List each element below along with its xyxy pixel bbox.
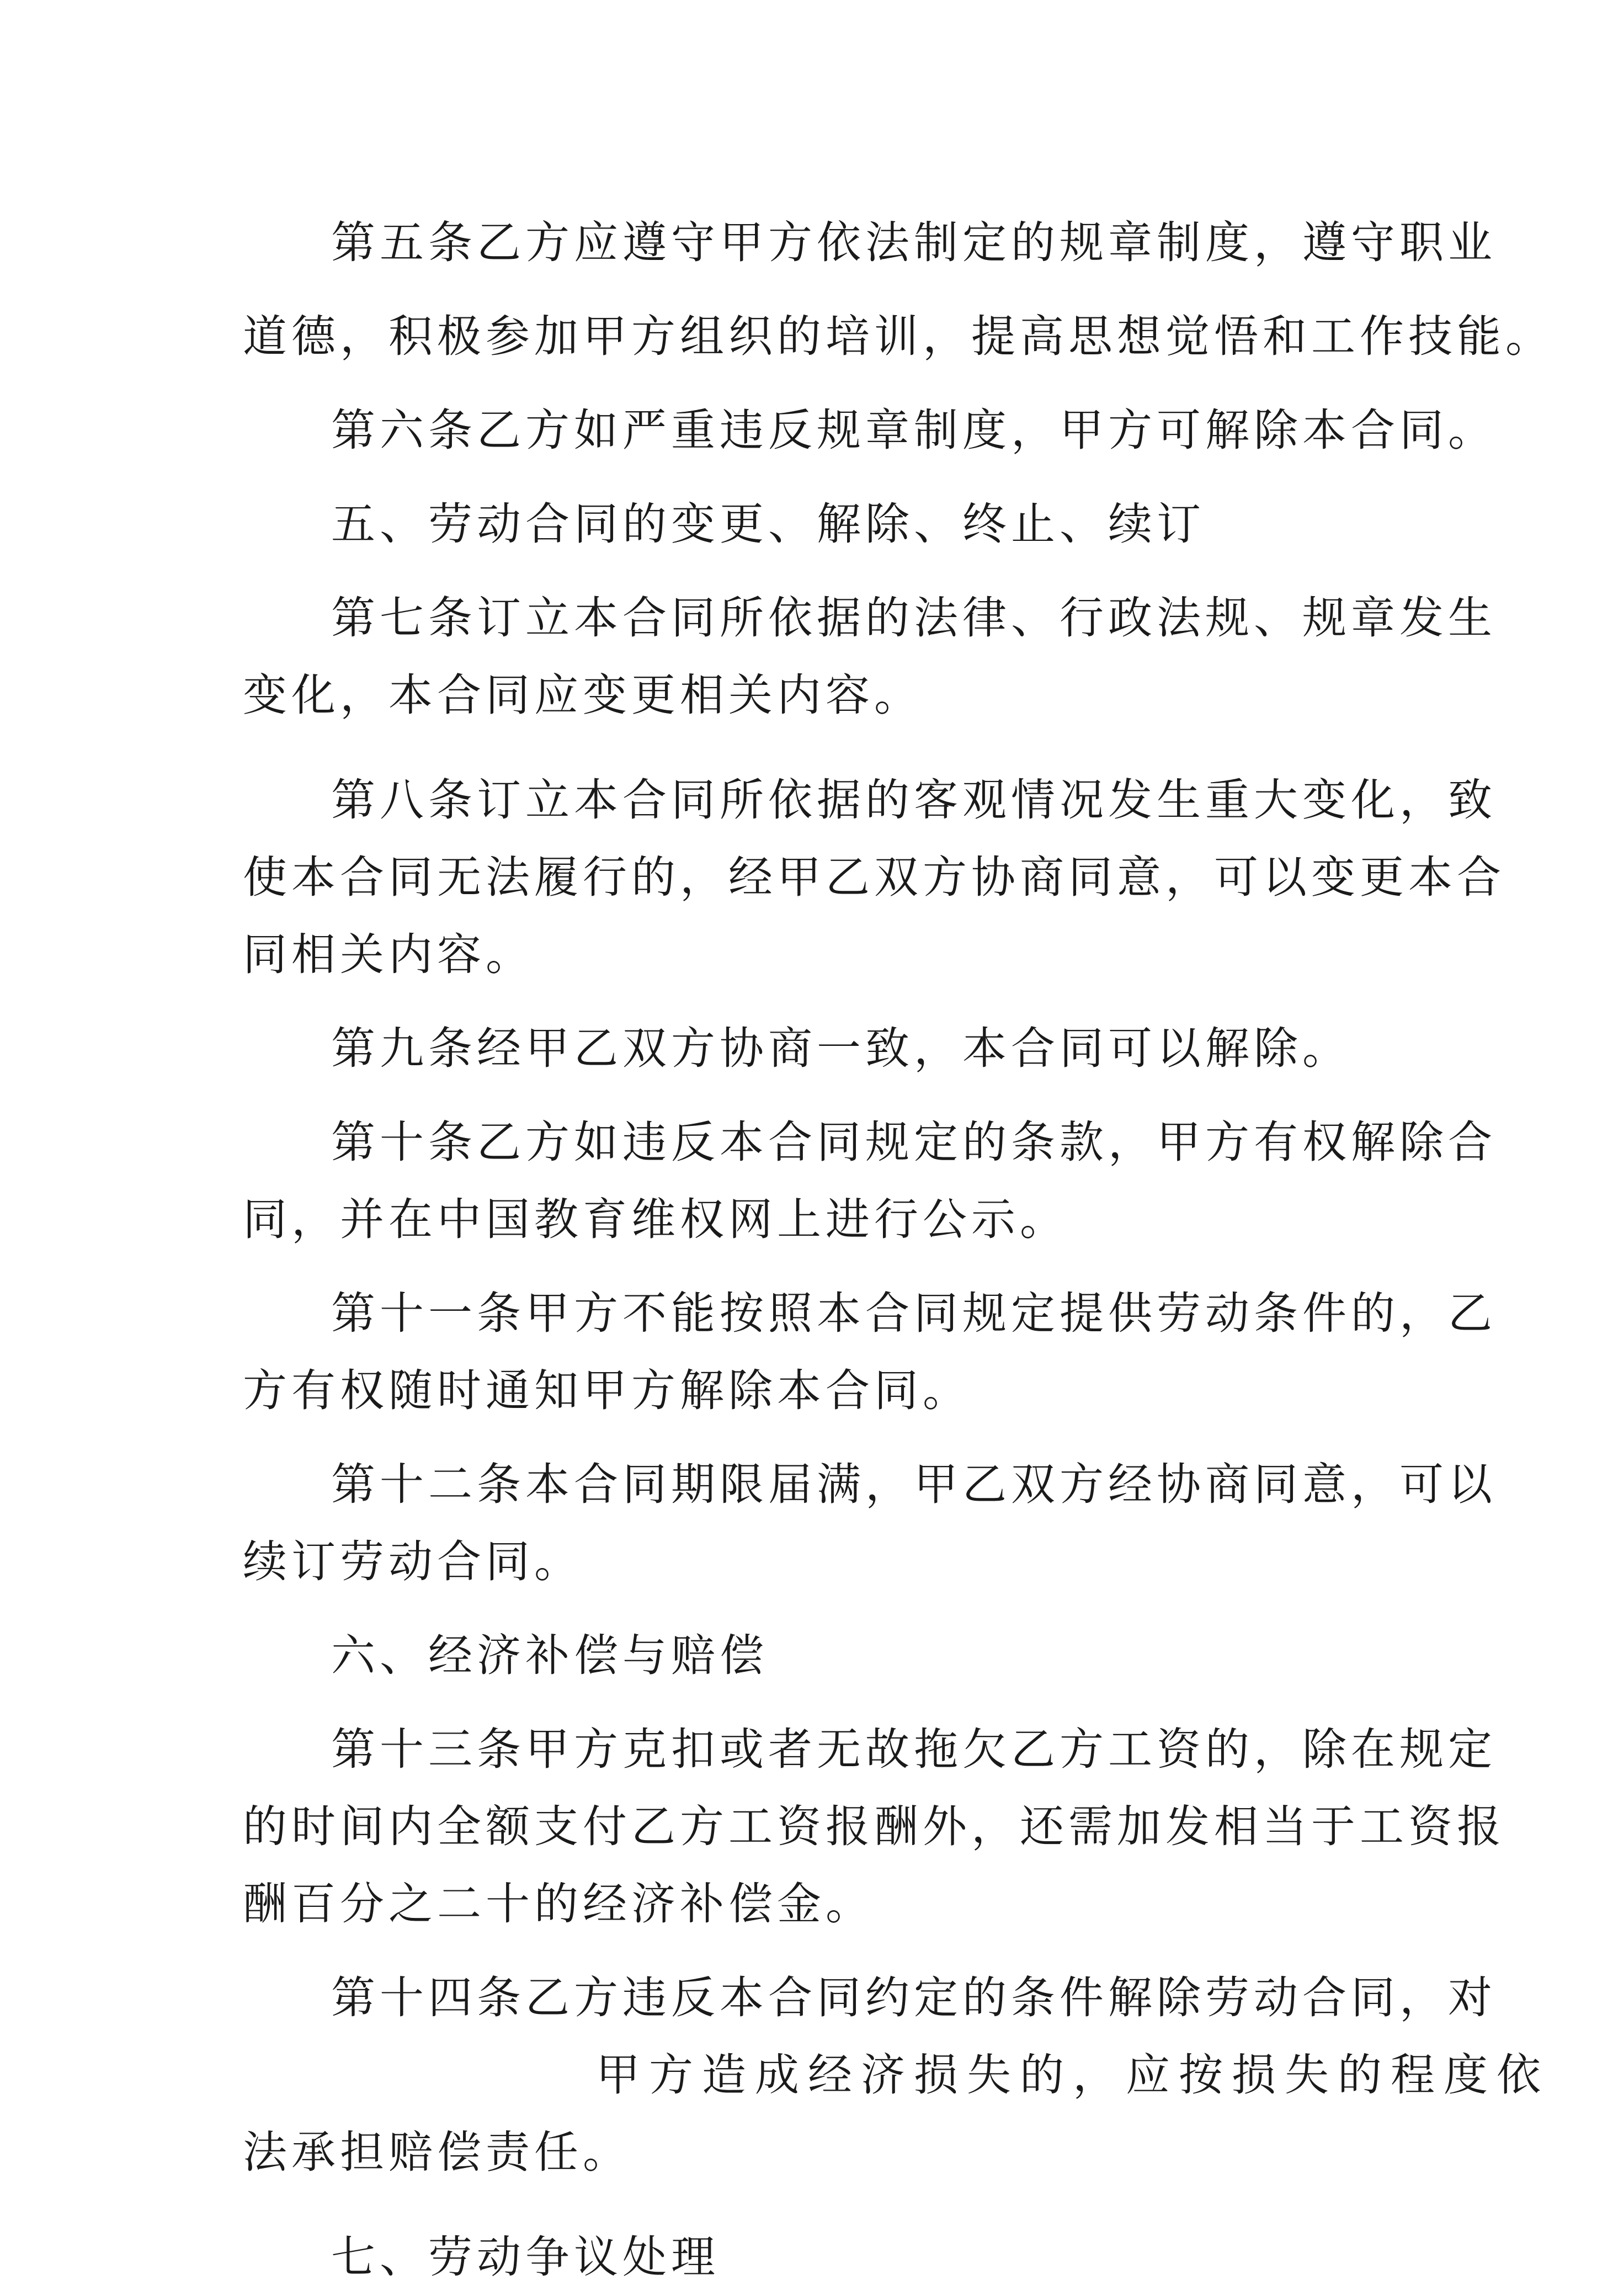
article-8-line-3: 同相关内容。 [243, 929, 534, 980]
article-5-line-1: 第五条乙方应遵守甲方依法制定的规章制度，遵守职业 [331, 217, 1497, 268]
article-6-line-1: 第六条乙方如严重违反规章制度，甲方可解除本合同。 [331, 405, 1497, 456]
article-11-line-1: 第十一条甲方不能按照本合同规定提供劳动条件的，乙 [331, 1288, 1497, 1339]
article-10-line-1: 第十条乙方如违反本合同规定的条款，甲方有权解除合 [331, 1117, 1497, 1168]
section-6-heading: 六、经济补偿与赔偿 [331, 1630, 768, 1681]
section-5-heading: 五、劳动合同的变更、解除、终止、续订 [331, 498, 1205, 550]
article-13-line-1: 第十三条甲方克扣或者无故拖欠乙方工资的，除在规定 [331, 1724, 1497, 1775]
article-8-line-2: 使本合同无法履行的，经甲乙双方协商同意，可以变更本合 [243, 852, 1505, 903]
article-14-line-2: 甲方造成经济损失的，应按损失的程度依 [596, 2049, 1550, 2101]
article-5-line-2: 道德，积极参加甲方组织的培训，提高思想觉悟和工作技能。 [243, 311, 1554, 362]
article-8-line-1: 第八条订立本合同所依据的客观情况发生重大变化，致 [331, 774, 1497, 826]
article-13-line-2: 的时间内全额支付乙方工资报酬外，还需加发相当于工资报 [243, 1801, 1505, 1852]
document-body [243, 204, 1554, 2296]
article-7-line-2: 变化，本合同应变更相关内容。 [243, 669, 923, 721]
article-12-line-1: 第十二条本合同期限届满，甲乙双方经协商同意，可以 [331, 1459, 1497, 1510]
article-11-line-2: 方有权随时通知甲方解除本合同。 [243, 1365, 971, 1416]
section-7-heading: 七、劳动争议处理 [331, 2231, 720, 2283]
article-7-line-1: 第七条订立本合同所依据的法律、行政法规、规章发生 [331, 592, 1497, 644]
article-9-line-1: 第九条经甲乙双方协商一致，本合同可以解除。 [331, 1023, 1351, 1074]
article-14-line-1: 第十四条乙方违反本合同约定的条件解除劳动合同，对 [331, 1972, 1497, 2023]
article-13-line-3: 酬百分之二十的经济补偿金。 [243, 1878, 874, 1930]
article-14-line-3: 法承担赔偿责任。 [243, 2127, 631, 2178]
article-12-line-2: 续订劳动合同。 [243, 1536, 583, 1587]
article-10-line-2: 同，并在中国教育维权网上进行公示。 [243, 1194, 1068, 1245]
